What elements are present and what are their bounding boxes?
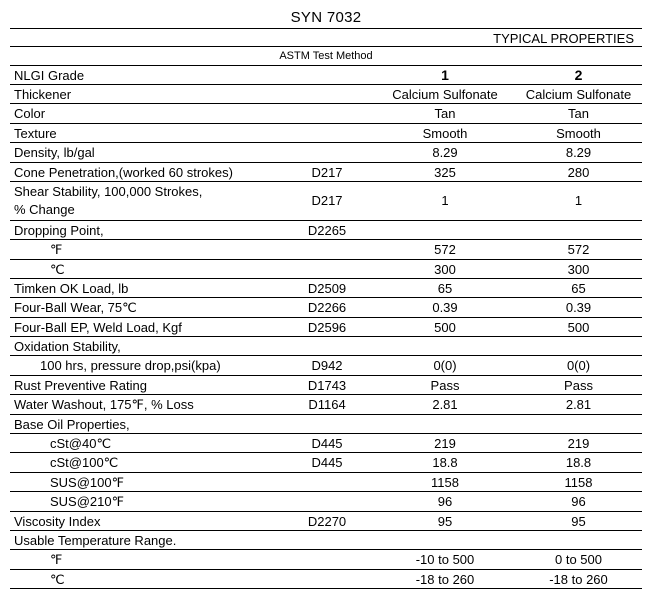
grade-2-value: 1 <box>574 192 583 208</box>
grade-1-value: -18 to 260 <box>415 571 475 587</box>
property-name: Water Washout, 175℉, % Loss <box>14 397 194 413</box>
grade-2-value: 18.8 <box>565 455 592 471</box>
test-method: D1743 <box>307 377 347 393</box>
table-row <box>10 104 642 123</box>
grade-1-value: 8.29 <box>432 145 458 161</box>
property-name: Density, lb/gal <box>14 145 95 161</box>
property-name: Dropping Point, <box>14 222 104 238</box>
grade-2-value: 0(0) <box>566 358 591 374</box>
table-row <box>10 550 642 569</box>
grade-2-value: 500 <box>567 319 590 335</box>
test-method: D2509 <box>307 280 347 296</box>
test-method: D217 <box>311 164 343 180</box>
grade-2-value: -18 to 260 <box>549 571 608 587</box>
grade-2-value: 96 <box>571 494 586 510</box>
table-row <box>10 570 642 589</box>
grade-1-value: 18.8 <box>432 455 458 471</box>
grade-2-value: Calcium Sulfonate <box>525 87 632 102</box>
grade-1-value: 0.39 <box>432 300 458 316</box>
table-row <box>10 473 642 492</box>
grade-2-value: 8.29 <box>565 145 592 161</box>
grade-2-value: 0 to 500 <box>555 552 602 568</box>
table-row <box>10 163 642 182</box>
grade-2-value: 95 <box>571 513 586 529</box>
test-method: D2265 <box>307 222 347 238</box>
test-method: D2596 <box>307 319 347 335</box>
grade-1-value: Smooth <box>422 125 468 141</box>
grade-1-value: Tan <box>434 106 456 122</box>
table-row <box>10 492 642 511</box>
test-method: D445 <box>311 436 343 452</box>
grade-2-value: Tan <box>568 106 589 122</box>
property-name: Four-Ball Wear, 75℃ <box>14 300 137 316</box>
property-name-line-2: % Change <box>14 201 75 217</box>
property-name: SUS@210℉ <box>50 494 124 510</box>
grade-1-value: 219 <box>434 436 456 452</box>
test-method: D445 <box>311 455 343 471</box>
nlgi-grade-label: NLGI Grade <box>14 68 85 83</box>
property-name: Cone Penetration,(worked 60 strokes) <box>14 164 233 180</box>
property-name: cSt@100℃ <box>50 455 119 471</box>
table-row <box>10 395 642 414</box>
property-name: Viscosity Index <box>14 513 101 529</box>
grade-2-value: 280 <box>567 164 590 180</box>
table-row <box>10 260 642 279</box>
table-row <box>10 376 642 395</box>
grade-1-value: 572 <box>434 242 456 258</box>
properties-table <box>10 28 642 589</box>
property-name: Rust Preventive Rating <box>14 377 147 393</box>
table-row <box>10 143 642 162</box>
grade-2-value: 2.81 <box>565 397 592 413</box>
grade-1-value: Calcium Sulfonate <box>392 87 498 102</box>
table-row <box>10 337 642 356</box>
grade-1-value: 2.81 <box>432 397 458 413</box>
property-name: Usable Temperature Range. <box>14 533 177 548</box>
grade-2-header: 2 <box>574 67 583 83</box>
table-row <box>10 85 642 104</box>
property-name <box>14 183 202 219</box>
nlgi-grade-row <box>10 66 642 85</box>
grade-1-header: 1 <box>441 67 449 83</box>
grade-2-value: 0.39 <box>565 300 592 316</box>
property-name: 100 hrs, pressure drop,psi(kpa) <box>40 358 221 374</box>
grade-2-value: 572 <box>567 242 590 258</box>
grade-2-value: 300 <box>567 261 590 277</box>
test-method: D1164 <box>308 397 346 413</box>
property-name: Four-Ball EP, Weld Load, Kgf <box>14 319 182 335</box>
test-method: D942 <box>311 358 343 374</box>
document-title: SYN 7032 <box>290 9 362 26</box>
grade-1-value: 95 <box>437 513 453 529</box>
grade-1-value: 500 <box>434 319 456 335</box>
grade-2-value: Smooth <box>556 125 601 141</box>
astm-test-method-header: ASTM Test Method <box>10 47 642 66</box>
grade-1-value: 65 <box>437 280 453 296</box>
property-name: Texture <box>14 125 57 141</box>
unit-label: ℉ <box>50 242 63 258</box>
grade-1-value: 0(0) <box>433 358 457 374</box>
property-name: Base Oil Properties, <box>14 416 130 432</box>
property-name: SUS@100℉ <box>50 474 124 490</box>
test-method: D2266 <box>307 300 347 316</box>
table-row <box>10 356 642 375</box>
grade-1-value: 325 <box>434 164 456 180</box>
grade-1-value: 1 <box>441 192 449 208</box>
property-name: Color <box>14 106 46 122</box>
property-name: Timken OK Load, lb <box>14 280 129 296</box>
grade-1-value: 300 <box>434 261 456 277</box>
test-method: D2270 <box>307 513 347 529</box>
property-name-line-1: Shear Stability, 100,000 Strokes, <box>14 183 203 199</box>
table-row <box>10 124 642 143</box>
table-row <box>10 318 642 337</box>
property-name: Oxidation Stability, <box>14 339 121 355</box>
grade-2-value: Pass <box>564 377 593 393</box>
table-row <box>10 531 642 550</box>
unit-label: ℉ <box>50 552 63 568</box>
grade-2-value: 65 <box>571 280 586 296</box>
test-method: D217 <box>311 192 343 208</box>
table-row <box>10 240 642 259</box>
property-name: Thickener <box>14 87 72 102</box>
grade-1-value: 1158 <box>431 474 459 490</box>
grade-1-value: 96 <box>437 494 453 510</box>
grade-2-value: 1158 <box>564 474 593 490</box>
grade-1-value: Pass <box>430 377 460 393</box>
table-row <box>10 221 642 240</box>
table-row <box>10 512 642 531</box>
table-row <box>10 279 642 298</box>
unit-label: ℃ <box>50 261 65 277</box>
grade-2-value: 219 <box>567 436 590 452</box>
table-row <box>10 453 642 472</box>
unit-label: ℃ <box>50 571 65 587</box>
table-row <box>10 298 642 317</box>
typical-properties-header: TYPICAL PROPERTIES <box>10 28 642 47</box>
table-row <box>10 415 642 434</box>
table-row <box>10 182 642 221</box>
grade-1-value: -10 to 500 <box>415 552 475 568</box>
table-row <box>10 434 642 453</box>
property-name: cSt@40℃ <box>50 436 112 452</box>
